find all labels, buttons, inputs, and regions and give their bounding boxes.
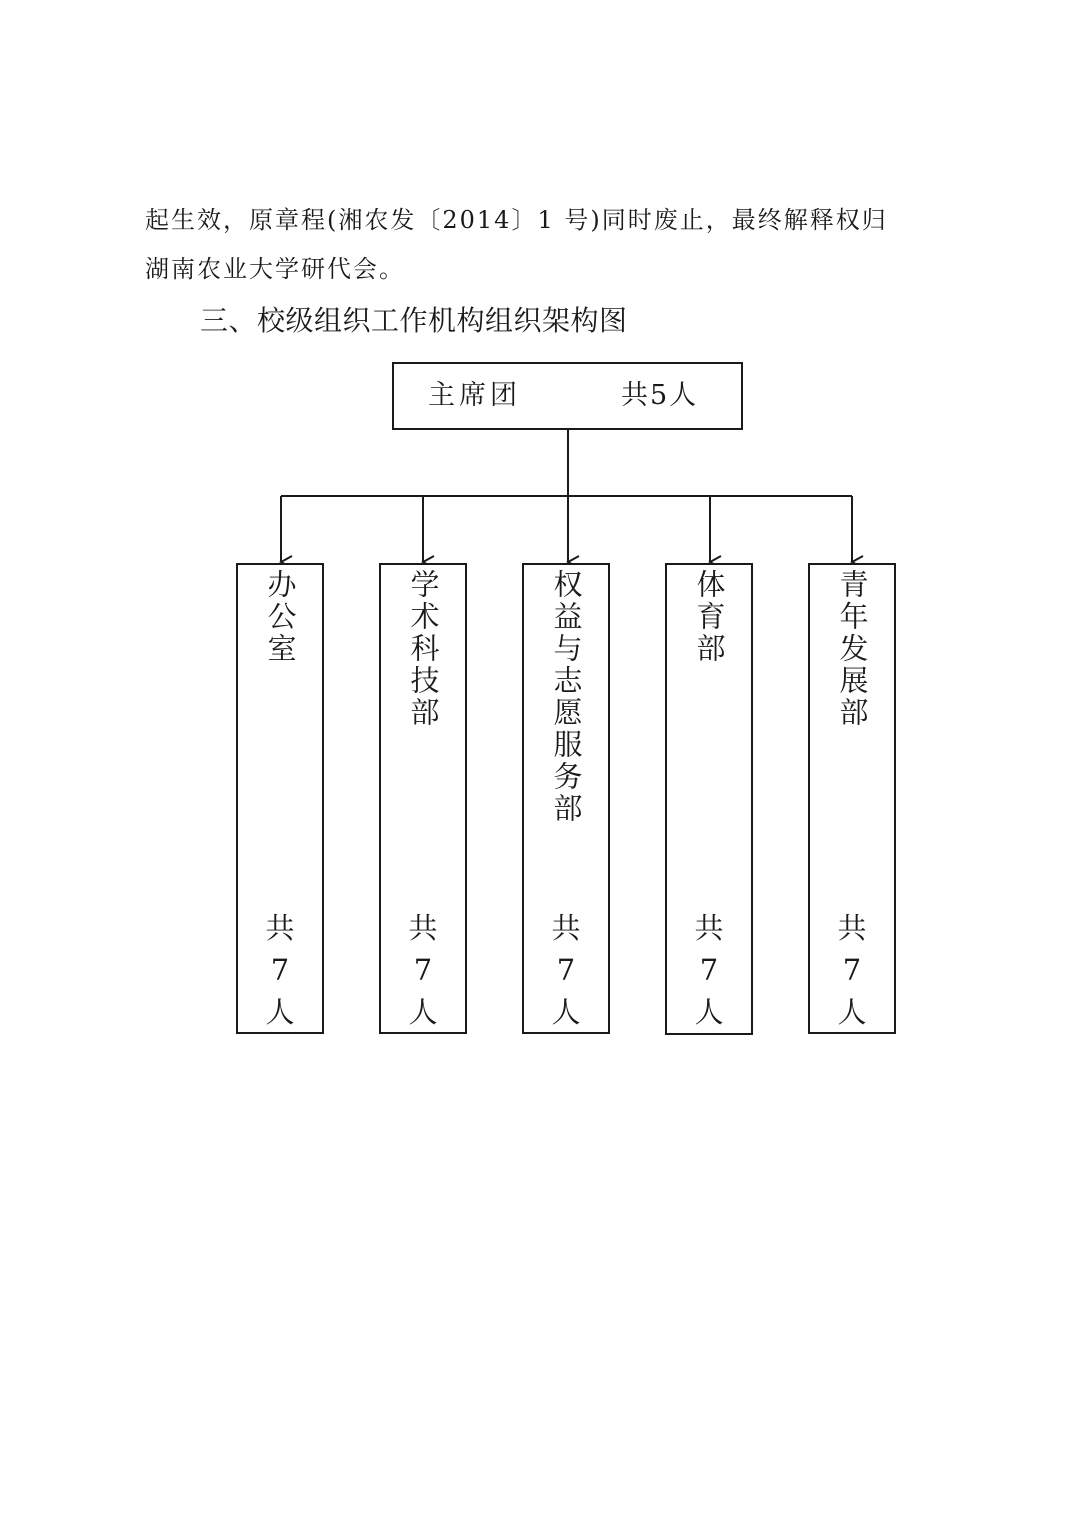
presidium-label: 主席团 bbox=[428, 380, 521, 411]
dept-box-office bbox=[236, 563, 324, 1034]
dept-box-academic bbox=[379, 563, 467, 1034]
dept-count: 共 7 人 bbox=[551, 911, 581, 1029]
dept-name: 权益与志愿服务部 bbox=[549, 569, 584, 825]
dept-box-sports bbox=[665, 563, 753, 1035]
presidium-box bbox=[392, 362, 743, 430]
dept-count: 共 7 人 bbox=[265, 911, 295, 1029]
dept-name: 办公室 bbox=[263, 569, 298, 665]
dept-name: 青年发展部 bbox=[835, 569, 870, 729]
dept-box-rights-volunteer bbox=[522, 563, 610, 1034]
dept-name: 学术科技部 bbox=[406, 569, 441, 729]
dept-box-youth-development bbox=[808, 563, 896, 1034]
dept-count: 共 7 人 bbox=[837, 911, 867, 1029]
dept-count: 共 7 人 bbox=[694, 911, 724, 1029]
presidium-count: 共5人 bbox=[621, 380, 699, 411]
paragraph-line-2: 湖南农业大学研代会。 bbox=[145, 255, 405, 283]
paragraph-line-1: 起生效，原章程(湘农发〔2014〕1 号)同时废止，最终解释权归 bbox=[145, 206, 888, 234]
dept-count: 共 7 人 bbox=[408, 911, 438, 1029]
dept-name: 体育部 bbox=[692, 569, 727, 665]
section-heading: 三、校级组织工作机构组织架构图 bbox=[200, 304, 628, 337]
